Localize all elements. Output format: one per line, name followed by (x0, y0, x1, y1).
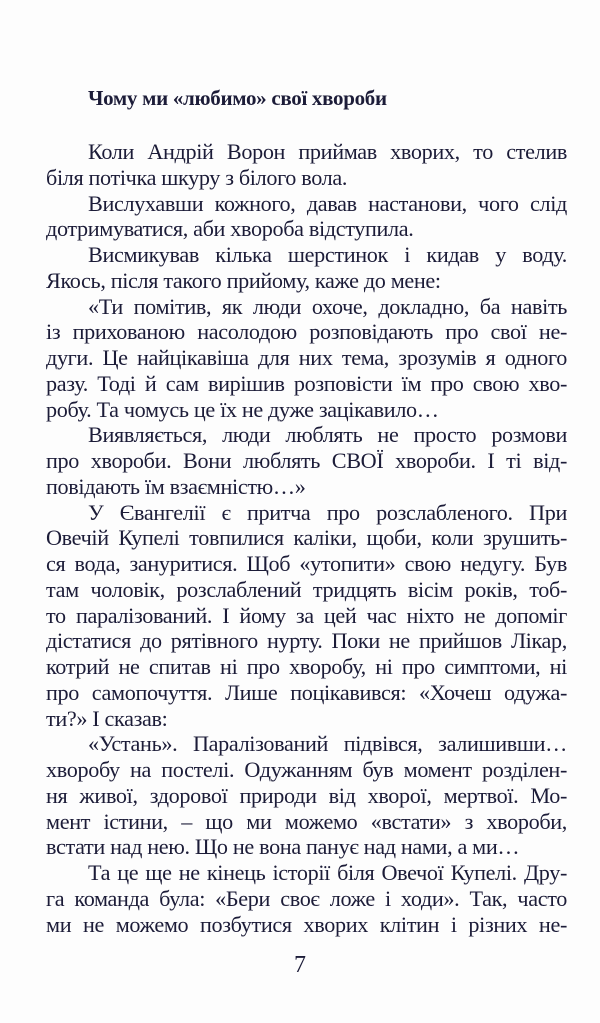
text-line: із прихованою насолодою розповідають про свої не- (46, 319, 567, 345)
chapter-title: Чому ми «любимо» свої хвороби (88, 86, 387, 110)
text-line: Якось, після такого прийому, каже до мене: (46, 267, 441, 293)
text-line: повідають їм взаємністю…» (46, 473, 306, 499)
text-line: га команда була: «Бери своє ложе і ходи». Так, часто (46, 885, 567, 911)
text-line: ня живої, здорової природи від хворої, мертвої. Мо- (46, 782, 567, 808)
text-line: У Євангелії є притча про розслабленого. При (88, 499, 567, 525)
text-line: ти?» І сказав: (46, 705, 168, 731)
text-line: дотримуватися, аби хвороба відступила. (46, 216, 414, 242)
text-line: котрий не спитав ні про хворобу, ні про симптоми, ні (46, 654, 567, 679)
text-line: Виявляється, люди люблять не просто розмови (88, 422, 567, 448)
text-line: робу. Та чомусь це їх не дуже зацікавило… (46, 396, 439, 422)
text-line: Вислухавши кожного, давав настанови, чого слід (88, 190, 567, 216)
text-line: то паралізований. І йому за цей час ніхто не допоміг (46, 602, 567, 628)
text-line: хворобу на постелі. Одужанням був момент розділен- (46, 757, 567, 782)
text-line: про самопочуття. Лише поцікавився: «Хочеш одужа- (46, 679, 567, 705)
text-line: ми не можемо позбутися хворих клітин і різних не- (46, 911, 567, 937)
text-line: «Устань». Паралізований підвівся, залишивши… (88, 731, 567, 757)
text-line: Овечій Купелі товпилися каліки, щоби, коли зрушить- (46, 525, 567, 551)
text-line: Та це ще не кінець історії біля Овечої Купелі. Дру- (88, 860, 567, 885)
text-line: «Ти помітив, як люди охоче, докладно, ба навіть (88, 293, 567, 319)
text-line: ся вода, зануритися. Щоб «утопити» свою недугу. Був (46, 551, 567, 576)
text-line: дуги. Це найцікавіша для них тема, зрозумів я одного (46, 345, 567, 370)
text-line: там чоловік, розслаблений тридцять вісім років, тоб- (46, 576, 567, 602)
text-line: про хвороби. Вони люблять СВОЇ хвороби. І ті від- (46, 448, 567, 473)
text-line: разу. Тоді й сам вирішив розповісти їм про свою хво- (46, 370, 567, 396)
page-number: 7 (294, 952, 306, 978)
text-line: біля потічка шкуру з білого вола. (46, 164, 348, 190)
chapter-body (46, 139, 567, 937)
text-line: встати над нею. Що не вона панує над нами, а ми… (46, 834, 520, 860)
text-line: Коли Андрій Ворон приймав хворих, то стелив (88, 139, 567, 164)
text-line: дістатися до рятівного нурту. Поки не прийшов Лікар, (46, 628, 567, 654)
text-line: мент істини, – що ми можемо «встати» з хвороби, (46, 808, 567, 834)
text-line: Висмикував кілька шерстинок і кидав у воду. (88, 242, 567, 267)
